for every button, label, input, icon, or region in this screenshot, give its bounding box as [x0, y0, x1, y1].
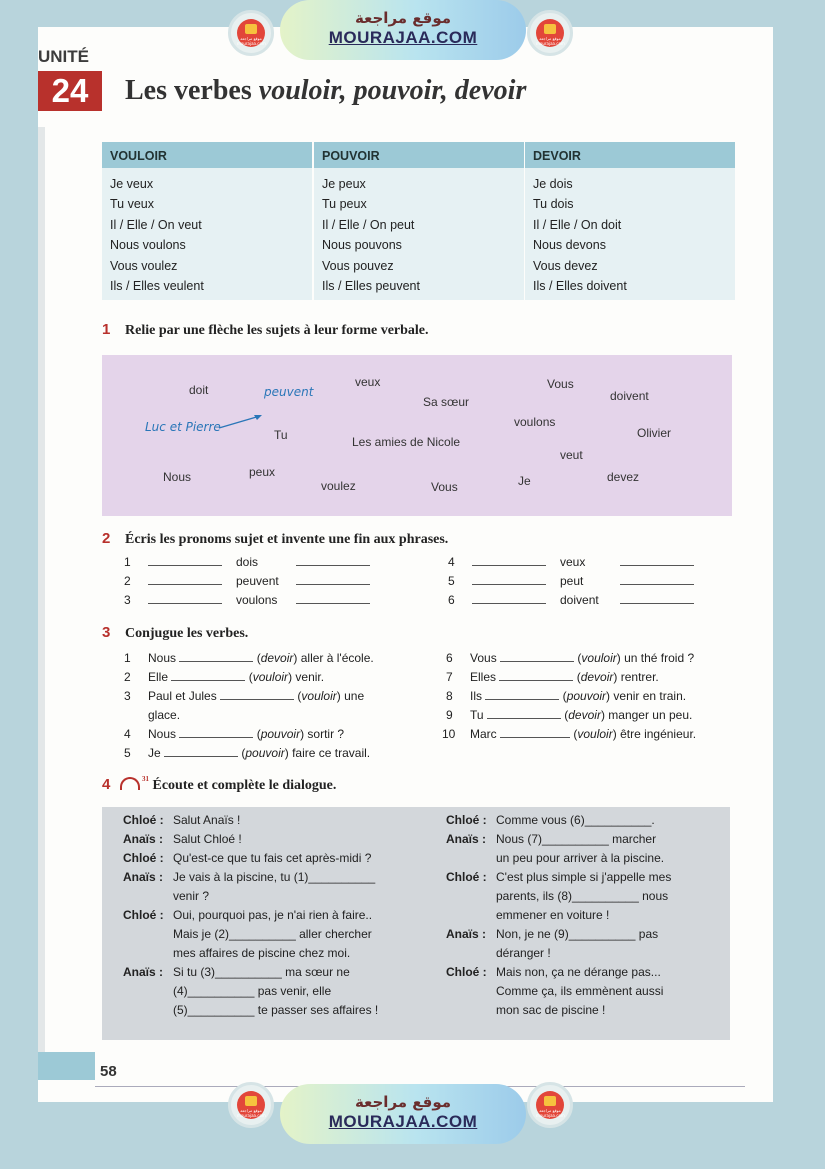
exercise-3-item[interactable]: 2 Elle (vouloir) venir. — [124, 670, 325, 684]
exercise-3-item[interactable]: 10 Marc (vouloir) être ingénieur. — [442, 727, 697, 741]
word-item: doit — [189, 383, 209, 397]
exercise-3-item[interactable]: 6 Vous (vouloir) un thé froid ? — [446, 651, 695, 665]
word-item: doivent — [610, 389, 649, 403]
exercise-4-dialogue-box — [102, 807, 730, 1040]
exercise-2-item[interactable]: 1 dois — [124, 555, 370, 569]
word-item: peux — [249, 465, 276, 479]
word-item: Sa sœur — [423, 395, 470, 409]
exercise-2-item[interactable]: 5 peut — [448, 574, 694, 588]
word-item: Olivier — [637, 426, 672, 440]
word-item: Vous — [431, 480, 458, 494]
page-title: Les verbes vouloir, pouvoir, devoir — [125, 75, 527, 106]
word-item: voulez — [321, 479, 356, 493]
exercise-3-item[interactable]: 8 Ils (pouvoir) venir en train. — [446, 689, 687, 703]
exercise-3-item[interactable]: 1 Nous (devoir) aller à l'école. — [124, 651, 374, 665]
word-item: veux — [355, 375, 381, 389]
conjugation-table-vouloir: VOULOIR Je veux Tu veux Il / Elle / On veut Nous voulons Vous voulez Ils / Elles veulent — [102, 142, 312, 300]
site-domain-link[interactable]: MOURAJAA.COM — [328, 28, 478, 47]
exercise-3-number: 3 — [102, 624, 111, 641]
exercise-2-number: 2 — [102, 530, 111, 547]
footer-color-bar — [38, 1052, 95, 1080]
page-number: 58 — [100, 1063, 117, 1080]
conjugation-header: DEVOIR — [525, 142, 735, 168]
exercise-3-title: Conjugue les verbes. — [125, 626, 249, 641]
exercise-1-title: Relie par une flèche les sujets à leur forme verbale. — [125, 323, 429, 338]
headphones-icon[interactable] — [120, 777, 140, 790]
exercise-3-item[interactable]: 3 Paul et Jules (vouloir) une — [124, 689, 365, 703]
exercise-3-item[interactable]: 7 Elles (devoir) rentrer. — [446, 670, 659, 684]
conjugation-table-devoir: DEVOIR Je dois Tu dois Il / Elle / On doit Nous devons Vous devez Ils / Elles doivent — [525, 142, 735, 300]
dialogue-column-right: Chloé : Comme vous (6)__________. Anaïs : Nous (7)__________ marcher un peu pour arriver à la piscine. Chloé : C'est plus simple si j'appelle mes parents, ils (8)__________ nous emmener en voiture ! Anaïs : Non, je ne (9)__________ pas déranger ! Chloé : Mais non, ça ne dérange pas... Comme ça, ils emmènent aussi mon sac de piscine ! — [446, 813, 672, 1017]
exercise-3-item[interactable]: 9 Tu (devoir) manger un peu. — [446, 708, 693, 722]
exercise-2-title: Écris les pronoms sujet et invente une fin aux phrases. — [125, 532, 449, 547]
conjugation-header: VOULOIR — [102, 142, 312, 168]
textbook-page — [38, 27, 773, 1102]
conjugation-header: POUVOIR — [314, 142, 524, 168]
exercise-2-item[interactable]: 6 doivent — [448, 593, 694, 607]
site-banner-bottom[interactable] — [280, 1084, 526, 1144]
exercise-2-item[interactable]: 4 veux — [448, 555, 694, 569]
word-item: Vous — [547, 377, 574, 391]
exercise-3-item[interactable]: 4 Nous (pouvoir) sortir ? — [124, 727, 345, 741]
word-item: veut — [560, 448, 583, 462]
exercise-1-number: 1 — [102, 321, 111, 338]
exercise-2-item[interactable]: 3 voulons — [124, 593, 370, 607]
site-logo-right: موقع مراجعة mourajaa.com — [527, 10, 573, 56]
exercise-4-number: 4 — [102, 776, 111, 793]
dialogue-column-left: Chloé : Salut Anaïs ! Anaïs : Salut Chloé ! Chloé : Qu'est-ce que tu fais cet après-midi ? Anaïs : Je vais à la piscine, tu (1)__________ venir ? Chloé : Oui, pourquoi pas, je n'ai rien à faire.. Mais je (2)__________ aller chercher mes affaires de piscine chez moi. Anaïs : Si tu (3)__________ ma sœur ne (4)__________ pas venir, elle (5)__________ te passer ses affaires ! — [123, 813, 379, 1017]
site-domain-link[interactable]: MOURAJAA.COM — [328, 1112, 478, 1131]
site-banner-top[interactable] — [280, 0, 526, 60]
word-item-answer: Luc et Pierre — [145, 420, 221, 434]
site-logo-left: موقع مراجعة mourajaa.com — [228, 1082, 274, 1128]
exercise-3-item[interactable]: 5 Je (pouvoir) faire ce travail. — [124, 746, 371, 760]
site-name-arabic: موقع مراجعة — [354, 1093, 452, 1111]
word-item: Tu — [274, 428, 288, 442]
exercise-2-item[interactable]: 2 peuvent — [124, 574, 370, 588]
unit-number: 24 — [38, 71, 102, 111]
site-logo-left: موقع مراجعة mourajaa.com — [228, 10, 274, 56]
site-logo-right: موقع مراجعة mourajaa.com — [527, 1082, 573, 1128]
word-item: Nous — [163, 470, 192, 484]
exercise-3-item-cont: glace. — [148, 708, 181, 722]
word-item: Les amies de Nicole — [352, 435, 461, 449]
word-item-answer: peuvent — [264, 385, 314, 399]
conjugation-table-pouvoir: POUVOIR Je peux Tu peux Il / Elle / On peut Nous pouvons Vous pouvez Ils / Elles peuvent — [314, 142, 524, 300]
word-item: Je — [518, 474, 531, 488]
unit-label: UNITÉ — [38, 47, 89, 66]
word-item: voulons — [514, 415, 556, 429]
exercise-1-word-box — [102, 355, 732, 516]
exercise-4-title: $^{31}$ Écoute et complète le dialogue. — [116, 778, 336, 794]
word-item: devez — [607, 470, 640, 484]
page-edge-strip — [38, 127, 45, 1057]
site-name-arabic: موقع مراجعة — [354, 9, 452, 27]
